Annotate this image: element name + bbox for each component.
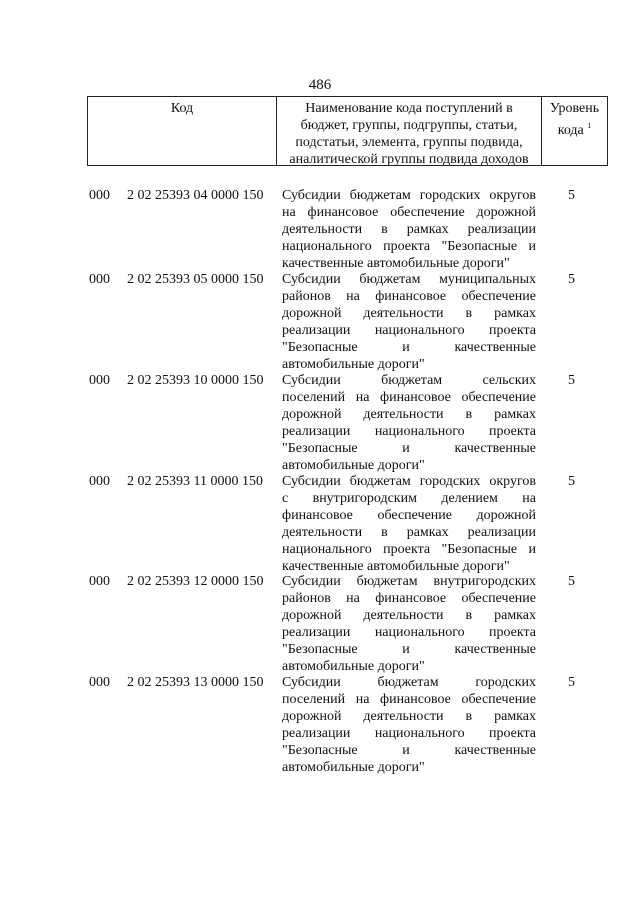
description-line: районов на финансовое обеспечение xyxy=(282,591,536,606)
row-description xyxy=(282,187,536,272)
row-description xyxy=(282,674,536,776)
row-level: 5 xyxy=(568,272,575,287)
description-line: Субсидии бюджетам городских округов xyxy=(282,474,536,489)
description-line: деятельности в рамках реализации xyxy=(282,222,536,237)
description-line: национального проекта "Безопасные и xyxy=(282,239,536,254)
description-line: Субсидии бюджетам муниципальных xyxy=(282,272,536,287)
row-prefix: 000 xyxy=(89,373,110,388)
table-header xyxy=(87,96,608,166)
description-line: автомобильные дороги" xyxy=(282,659,425,674)
description-line: "Безопасные и качественные xyxy=(282,441,536,456)
description-line: автомобильные дороги" xyxy=(282,357,425,372)
description-line: Субсидии бюджетам городских округов xyxy=(282,188,536,203)
row-description xyxy=(282,573,536,675)
description-line: качественные автомобильные дороги" xyxy=(282,559,510,574)
description-line: автомобильные дороги" xyxy=(282,760,425,775)
description-line: финансовое обеспечение дорожной xyxy=(282,508,536,523)
row-code: 2 02 25393 13 0000 150 xyxy=(127,675,264,690)
row-level: 5 xyxy=(568,474,575,489)
footnote-marker: 1 xyxy=(587,121,592,130)
row-level: 5 xyxy=(568,188,575,203)
row-description xyxy=(282,473,536,575)
page-number: 486 xyxy=(308,77,332,93)
header-level-word: кода xyxy=(557,123,584,138)
row-level: 5 xyxy=(568,373,575,388)
row-prefix: 000 xyxy=(89,474,110,489)
description-line: Субсидии бюджетам городских xyxy=(282,675,536,690)
row-prefix: 000 xyxy=(89,188,110,203)
header-name-line: Наименование кода поступлений в xyxy=(305,101,513,116)
row-description xyxy=(282,271,536,373)
description-line: Субсидии бюджетам сельских xyxy=(282,373,536,388)
header-name-line: бюджет, группы, подгруппы, статьи, xyxy=(300,118,518,133)
description-line: деятельности в рамках реализации xyxy=(282,525,536,540)
row-code: 2 02 25393 11 0000 150 xyxy=(127,474,263,489)
row-code: 2 02 25393 05 0000 150 xyxy=(127,272,264,287)
description-line: национального проекта "Безопасные и xyxy=(282,542,536,557)
description-line: поселений на финансовое обеспечение xyxy=(282,390,536,405)
description-line: районов на финансовое обеспечение xyxy=(282,289,536,304)
header-level xyxy=(542,97,607,165)
description-line: дорожной деятельности в рамках xyxy=(282,306,536,321)
description-line: на финансовое обеспечение дорожной xyxy=(282,205,536,220)
description-line: с внутригородским делением на xyxy=(282,491,536,506)
row-level: 5 xyxy=(568,574,575,589)
description-line: реализации национального проекта xyxy=(282,424,536,439)
row-prefix: 000 xyxy=(89,574,110,589)
description-line: Субсидии бюджетам внутригородских xyxy=(282,574,536,589)
header-name-line: аналитической группы подвида доходов xyxy=(289,152,529,167)
row-code: 2 02 25393 12 0000 150 xyxy=(127,574,264,589)
description-line: качественные автомобильные дороги" xyxy=(282,256,510,271)
header-name xyxy=(277,97,542,165)
row-prefix: 000 xyxy=(89,272,110,287)
row-description xyxy=(282,372,536,474)
row-code: 2 02 25393 04 0000 150 xyxy=(127,188,264,203)
description-line: автомобильные дороги" xyxy=(282,458,425,473)
header-level-line xyxy=(542,117,607,139)
description-line: "Безопасные и качественные xyxy=(282,743,536,758)
header-code: Код xyxy=(88,97,277,165)
row-code: 2 02 25393 10 0000 150 xyxy=(127,373,264,388)
header-name-line: подстатьи, элемента, группы подвида, xyxy=(295,135,523,150)
description-line: реализации национального проекта xyxy=(282,726,536,741)
description-line: реализации национального проекта xyxy=(282,323,536,338)
description-line: "Безопасные и качественные xyxy=(282,340,536,355)
description-line: реализации национального проекта xyxy=(282,625,536,640)
description-line: поселений на финансовое обеспечение xyxy=(282,692,536,707)
description-line: дорожной деятельности в рамках xyxy=(282,407,536,422)
description-line: дорожной деятельности в рамках xyxy=(282,608,536,623)
row-level: 5 xyxy=(568,675,575,690)
description-line: дорожной деятельности в рамках xyxy=(282,709,536,724)
description-line: "Безопасные и качественные xyxy=(282,642,536,657)
row-prefix: 000 xyxy=(89,675,110,690)
header-level-line: Уровень xyxy=(549,101,600,116)
